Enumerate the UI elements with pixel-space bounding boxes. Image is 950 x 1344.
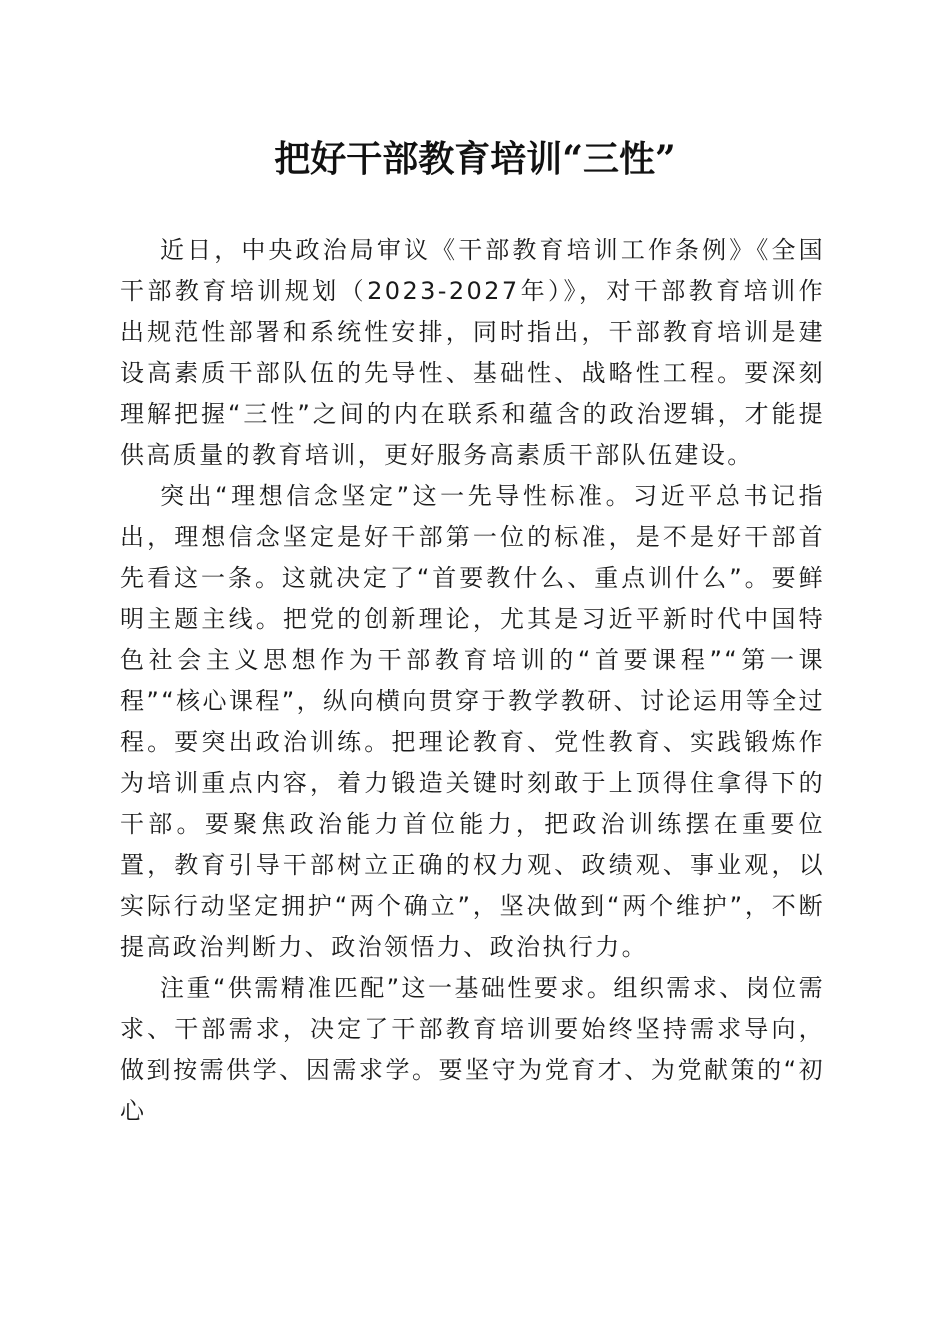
paragraph-intro: 近日，中央政治局审议《干部教育培训工作条例》《全国干部教育培训规划（2023-2027年）》，对干部教育培训作出规范性部署和系统性安排，同时指出，干部教育培训是建设高素质干部队伍的先导性、基础性、战略性工程。要深刻理解把握“三性”之间的内在联系和蕴含的政治逻辑，才能提供高质量的教育培训，更好服务高素质干部队伍建设。 [120,236,825,469]
paragraph-leading-standard: 突出“理想信念坚定”这一先导性标准。习近平总书记指出，理想信念坚定是好干部第一位的标准，是不是好干部首先看这一条。这就决定了“首要教什么、重点训什么”。要鲜明主题主线。把党的创新理论，尤其是习近平新时代中国特色社会主义思想作为干部教育培训的“首要课程”“第一课程”“核心课程”，纵向横向贯穿于教学教研、讨论运用等全过程。要突出政治训练。把理论教育、党性教育、实践锻炼作为培训重点内容，着力锻造关键时刻敢于上顶得住拿得下的干部。要聚焦政治能力首位能力，把政治训练摆在重要位置，教育引导干部树立正确的权力观、政绩观、事业观，以实际行动坚定拥护“两个确立”，坚决做到“两个维护”，不断提高政治判断力、政治领悟力、政治执行力。 [120,482,825,961]
document-body [120,230,825,1132]
document-title: 把好干部教育培训“三性” [274,138,676,180]
paragraph-supply-demand: 注重“供需精准匹配”这一基础性要求。组织需求、岗位需求、干部需求，决定了干部教育培训要始终坚持需求导向，做到按需供学、因需求学。要坚守为党育才、为党献策的“初心 [120,974,825,1125]
